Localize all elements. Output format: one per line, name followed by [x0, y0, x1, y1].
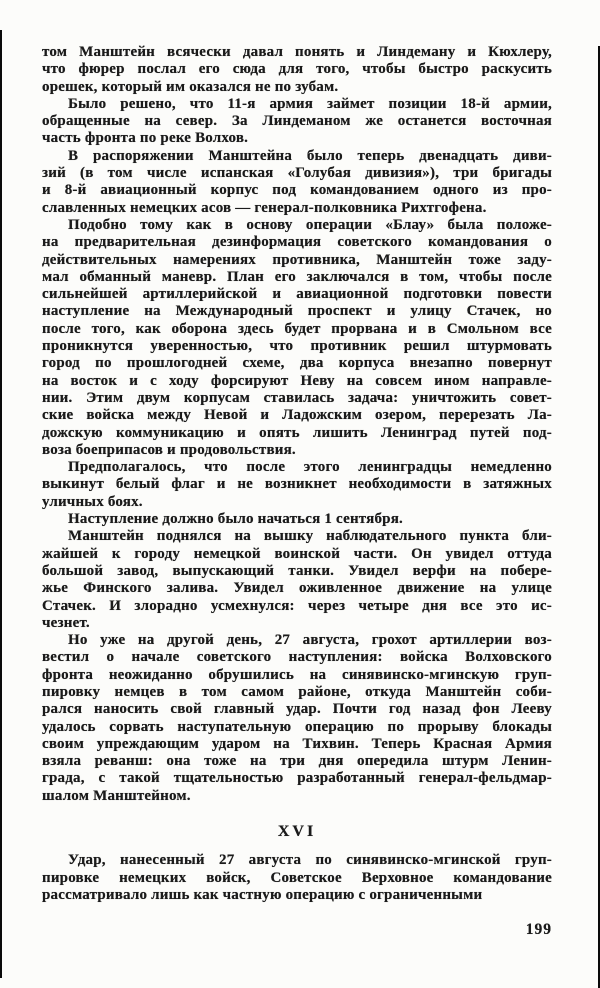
section-heading: XVI	[277, 823, 317, 841]
text-line: нии. Этим двум корпусам ставилась задача: уничтожить совет-	[42, 389, 552, 406]
text-line: жье Финского залива. Увидел оживленное движение на улице	[42, 580, 552, 597]
text-line: на восток и с ходу форсируют Неву на совсем ином направле-	[42, 372, 552, 389]
text-line: славленных немецких асов — генерал-полковника Рихтгофена.	[42, 199, 487, 216]
text-line: рался наносить свой главный удар. Почти год назад фон Лееву	[42, 701, 552, 718]
page-text-block	[42, 44, 552, 939]
page-number: 199	[525, 921, 552, 939]
text-line: В распоряжении Манштейна было теперь двенадцать диви-	[68, 147, 552, 164]
text-line: проникнутся уверенностью, что противник решил штурмовать	[42, 338, 552, 355]
text-line: пировке немецких войск, Советское Верховное командование	[42, 869, 552, 886]
text-line: большой завод, выпускающий танки. Увидел верфи на побере-	[42, 562, 552, 579]
text-line: выкинут белый флаг и не возникнет необходимости в затяжных	[42, 476, 552, 493]
scan-artifact-left-edge	[0, 30, 2, 978]
text-line: мал обманный маневр. План его заключался в том, чтобы после	[42, 268, 552, 285]
text-line: после того, как оборона здесь будет прорвана и в Смольном все	[42, 320, 552, 337]
text-line: и 8-й авиационный корпус под командованием одного из про-	[42, 182, 552, 199]
text-line: Манштейн поднялся на вышку наблюдательного пункта бли-	[68, 528, 552, 545]
text-line: ские войска между Невой и Ладожским озером, перерезать Ла-	[42, 407, 552, 424]
text-line: Было решено, что 11-я армия займет позиции 18-й армии,	[68, 95, 552, 112]
text-line: вестил о начале советского наступления: войска Волховского	[42, 649, 552, 666]
text-line: орешек, который им оказался не по зубам.	[42, 78, 339, 95]
text-line: града, с такой тщательностью разработанный генерал-фельдмар-	[42, 770, 552, 787]
text-line: воза боеприпасов и продовольствия.	[42, 441, 296, 458]
text-line: Подобно тому как в основу операции «Блау» была положе-	[68, 216, 552, 233]
text-line: шалом Манштейном.	[42, 787, 191, 804]
text-line: чезнет.	[42, 614, 90, 631]
text-line: том Манштейн всячески давал понять и Линдеману и Кюхлеру,	[42, 44, 552, 60]
text-line: дожскую коммуникацию и опять лишить Ленинград путей под-	[42, 424, 552, 441]
text-line: сильнейшей артиллерийской и авиационной подготовки повести	[42, 286, 552, 303]
text-line: действительных намерениях противника, Манштейн тоже заду-	[42, 251, 552, 268]
text-line: часть фронта по реке Волхов.	[42, 130, 249, 147]
text-line: удалось сорвать наступательную операцию по прорыву блокады	[42, 718, 552, 735]
text-line: жайшей к городу немецкой воинской части. Он увидел оттуда	[42, 545, 552, 562]
text-line: рассматривало лишь как частную операцию с ограниченными	[42, 886, 483, 903]
text-line: своим упреждающим ударом на Тихвин. Теперь Красная Армия	[42, 735, 552, 752]
text-line: город по прошлогодней схеме, два корпуса внезапно повернут	[42, 355, 552, 372]
text-line: что фюрер послал его сюда для того, чтобы быстро раскусить	[42, 61, 552, 78]
text-line: пировку немцев в том самом районе, откуда Манштейн соби-	[42, 683, 552, 700]
text-line: Удар, нанесенный 27 августа по синявинско-мгинской груп-	[68, 852, 552, 869]
text-line: Предполагалось, что после этого ленинградцы немедленно	[68, 459, 552, 476]
text-line: уличных боях.	[42, 493, 143, 510]
text-line: Наступление должно было начаться 1 сентября.	[68, 511, 403, 528]
text-line: на предварительная дезинформация советского командования о	[42, 234, 552, 251]
text-line: фронта неожиданно обрушились на синявинско-мгинскую груп-	[42, 666, 552, 683]
text-line: взяла реванш: она тоже на три дня опередила штурм Ленин-	[42, 753, 552, 770]
text-line: обращенные на север. За Линдеманом же останется восточная	[42, 113, 552, 130]
text-line: Стачек. И злорадно усмехнулся: через четыре дня все это ис-	[42, 597, 552, 614]
text-line: наступление на Международный проспект и улицу Стачек, но	[42, 303, 552, 320]
text-line: Но уже на другой день, 27 августа, грохот артиллерии воз-	[68, 632, 552, 649]
text-line: зий (в том числе испанская «Голубая дивизия»), три бригады	[42, 165, 552, 182]
